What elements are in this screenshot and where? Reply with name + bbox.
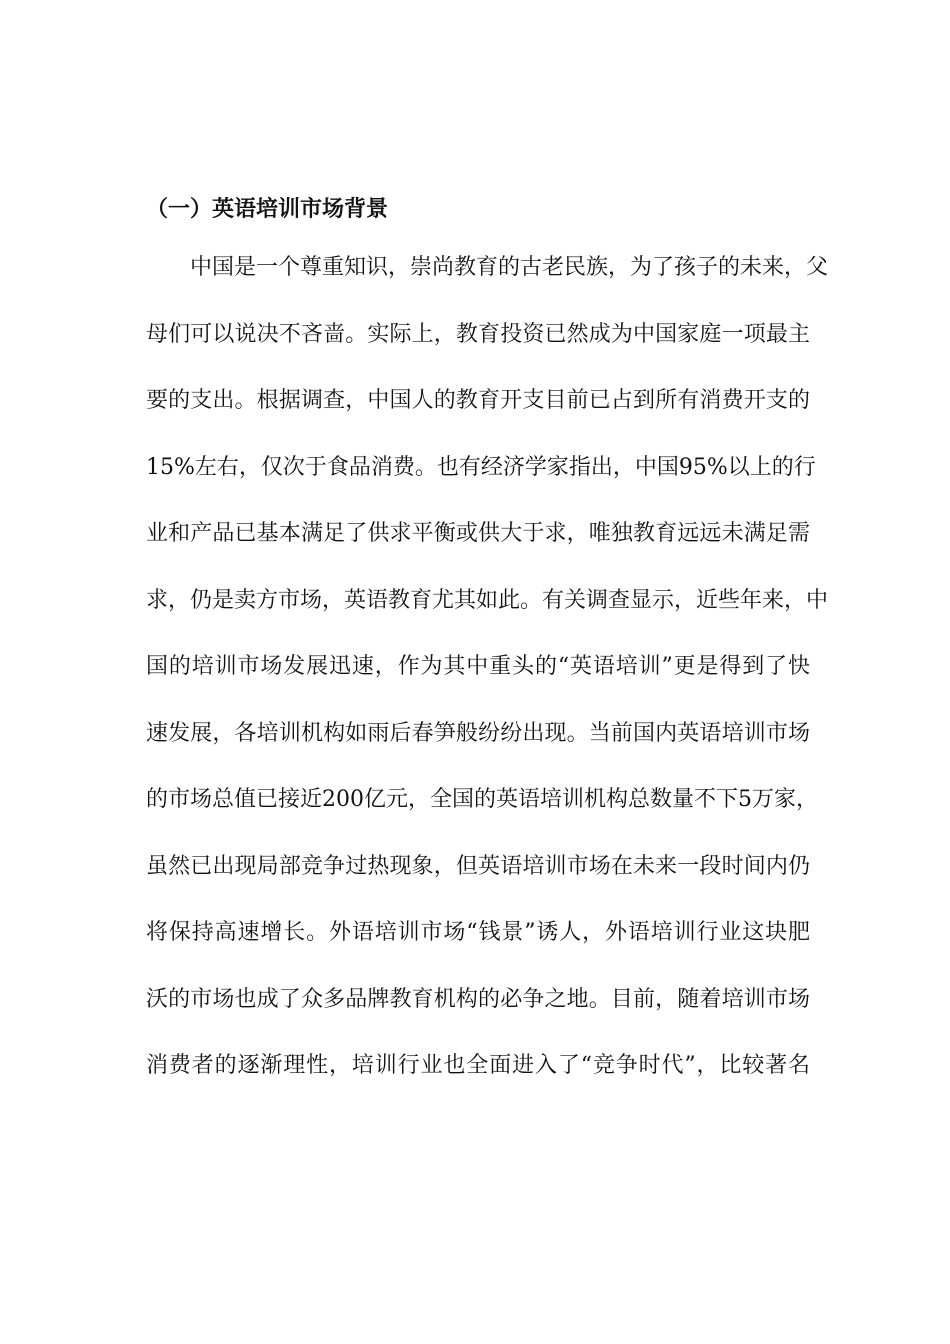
paragraph-line: 沃的市场也成了众多品牌教育机构的必争之地。目前，随着培训市场	[146, 986, 810, 1012]
paragraph-line: 速发展，各培训机构如雨后春笋般纷纷出现。当前国内英语培训市场	[146, 720, 810, 746]
paragraph-line: 15%左右，仅次于食品消费。也有经济学家指出，中国95%以上的行	[146, 454, 816, 480]
paragraph-line: 将保持高速增长。外语培训市场“钱景”诱人，外语培训行业这块肥	[146, 920, 810, 945]
paragraph-line: 虽然已出现局部竞争过热现象，但英语培训市场在未来一段时间内仍	[146, 853, 810, 879]
paragraph-line: 母们可以说决不吝啬。实际上，教育投资已然成为中国家庭一项最主	[146, 321, 810, 347]
paragraph-line: 业和产品已基本满足了供求平衡或供大于求，唯独教育远远未满足需	[146, 521, 810, 546]
paragraph-line: 求，仍是卖方市场，英语教育尤其如此。有关调查显示，近些年来，中	[146, 587, 829, 613]
section-heading: （一）英语培训市场背景	[146, 196, 389, 222]
paragraph-line: 国的培训市场发展迅速，作为其中重头的“英语培训”更是得到了快	[146, 654, 810, 679]
paragraph-line: 要的支出。根据调查，中国人的教育开支目前已占到所有消费开支的	[146, 388, 810, 413]
paragraph-line: 消费者的逐渐理性，培训行业也全面进入了“竞争时代”，比较著名	[146, 1053, 810, 1078]
paragraph-line: 的市场总值已接近200亿元，全国的英语培训机构总数量不下5万家，	[146, 787, 818, 812]
paragraph-line: 中国是一个尊重知识，崇尚教育的古老民族，为了孩子的未来，父	[190, 255, 829, 280]
